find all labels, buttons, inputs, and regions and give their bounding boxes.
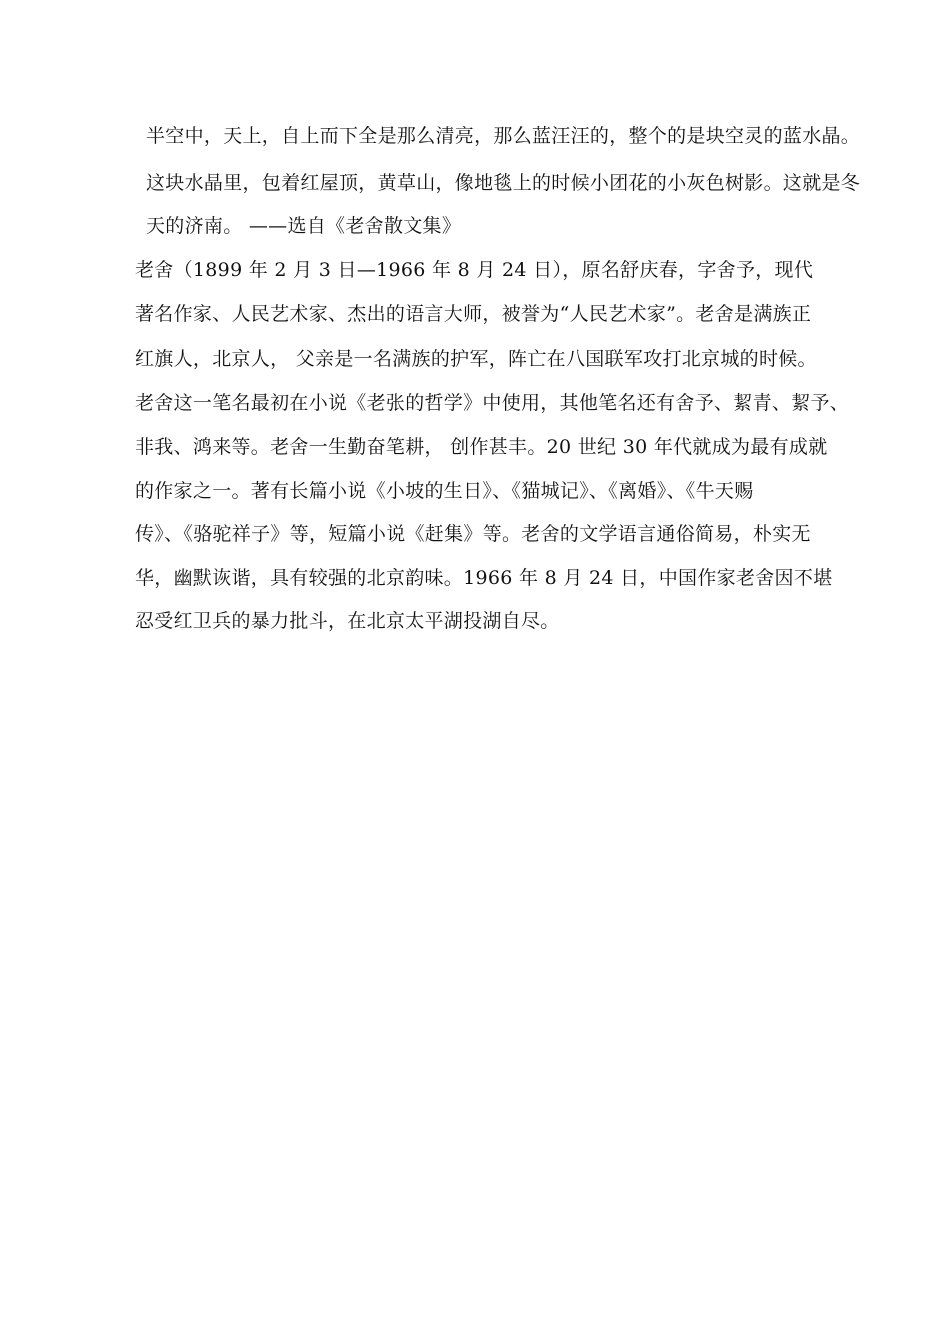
excerpt-line: 这块水晶里，包着红屋顶，黄草山，像地毯上的时候小团花的小灰色树影。这就是冬 <box>146 172 861 194</box>
bio-line: 老舍（1899 年 2 月 3 日—1966 年 8 月 24 日），原名舒庆春，字舍予，现代 <box>135 259 814 281</box>
bio-line: 老舍这一笔名最初在小说《老张的哲学》中使用，其他笔名还有舍予、絜青、絜予、 <box>135 392 850 414</box>
bio-line: 非我、鸿来等。老舍一生勤奋笔耕， 创作甚丰。20 世纪 30 年代就成为最有成就 <box>135 436 828 458</box>
bio-line: 红旗人，北京人， 父亲是一名满族的护军，阵亡在八国联军攻打北京城的时候。 <box>135 348 817 370</box>
excerpt-line: 半空中，天上，自上而下全是那么清亮，那么蓝汪汪的，整个的是块空灵的蓝水晶。 <box>146 125 861 147</box>
bio-line: 传》、《骆驼祥子》等，短篇小说《赶集》等。老舍的文学语言通俗简易，朴实无 <box>135 523 811 545</box>
bio-line: 华，幽默诙谐，具有较强的北京韵味。1966 年 8 月 24 日，中国作家老舍因不堪 <box>135 567 833 589</box>
excerpt-source-line: 天的济南。 ——选自《老舍散文集》 <box>146 215 462 237</box>
bio-line: 著名作家、人民艺术家、杰出的语言大师，被誉为“人民艺术家”。老舍是满族正 <box>135 303 812 325</box>
bio-line: 忍受红卫兵的暴力批斗，在北京太平湖投湖自尽。 <box>135 610 560 632</box>
bio-line: 的作家之一。著有长篇小说《小坡的生日》、《猫城记》、《离婚》、《牛天赐 <box>135 480 754 502</box>
